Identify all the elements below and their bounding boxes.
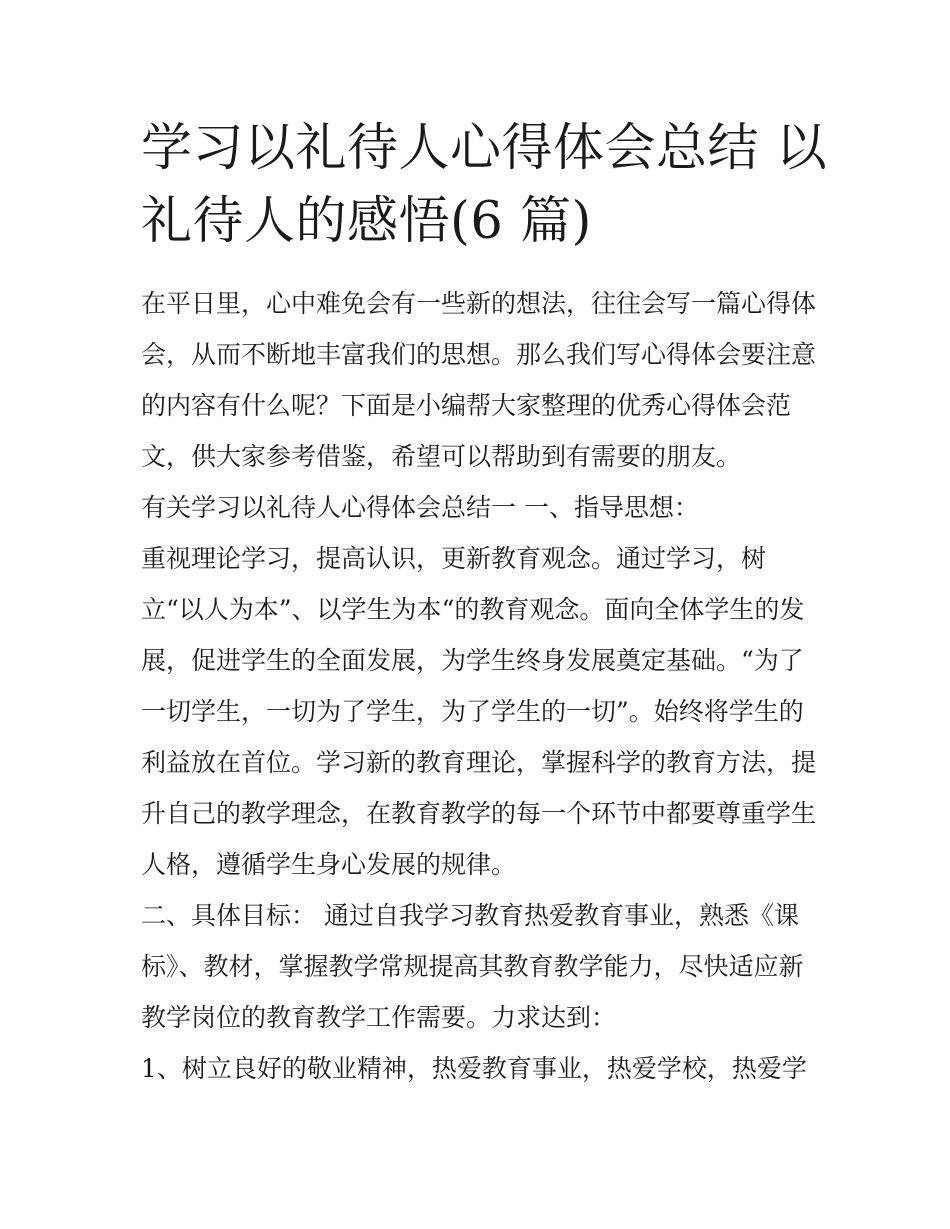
document-body (141, 278, 817, 1094)
paragraph-line: 的内容有什么呢？下面是小编帮大家整理的优秀心得体会范 (141, 391, 792, 420)
title-line-1: 学习以礼待人心得体会总结 以 (141, 119, 828, 178)
document-title (141, 112, 831, 258)
paragraph-line: 会，从而不断地丰富我们的思想。那么我们写心得体会要注意 (141, 340, 817, 369)
section-heading: 二、具体目标： 通过自我学习教育热爱教育事业，熟悉《课 (141, 901, 799, 930)
list-item: 1、树立良好的敬业精神，热爱教育事业，热爱学校，热爱学 (141, 1054, 807, 1083)
paragraph-line: 重视理论学习，提高认识，更新教育观念。通过学习，树 (141, 544, 767, 573)
paragraph-line: 在平日里，心中难免会有一些新的想法，往往会写一篇心得体 (141, 289, 817, 318)
paragraph-line: 人格，遵循学生身心发展的规律。 (141, 850, 517, 879)
paragraph-line: 标》、教材，掌握教学常规提高其教育教学能力，尽快适应新 (141, 952, 804, 981)
paragraph-line: 展，促进学生的全面发展，为学生终身发展奠定基础。“为了 (141, 646, 804, 675)
paragraph-line: 教学岗位的教育教学工作需要。力求达到： (141, 1003, 617, 1032)
paragraph-line: 一切学生，一切为了学生，为了学生的一切”。始终将学生的 (141, 697, 804, 726)
section-heading: 有关学习以礼待人心得体会总结一 一、指导思想： (141, 493, 699, 522)
paragraph-line: 利益放在首位。学习新的教育理论，掌握科学的教育方法，提 (141, 748, 817, 777)
paragraph-line: 文，供大家参考借鉴，希望可以帮助到有需要的朋友。 (141, 442, 742, 471)
paragraph-line: 升自己的教学理念，在教育教学的每一个环节中都要尊重学生 (141, 799, 817, 828)
paragraph-line: 立“以人为本”、以学生为本“的教育观念。面向全体学生的发 (141, 595, 805, 624)
title-line-2: 礼待人的感悟(6 篇) (141, 192, 592, 251)
